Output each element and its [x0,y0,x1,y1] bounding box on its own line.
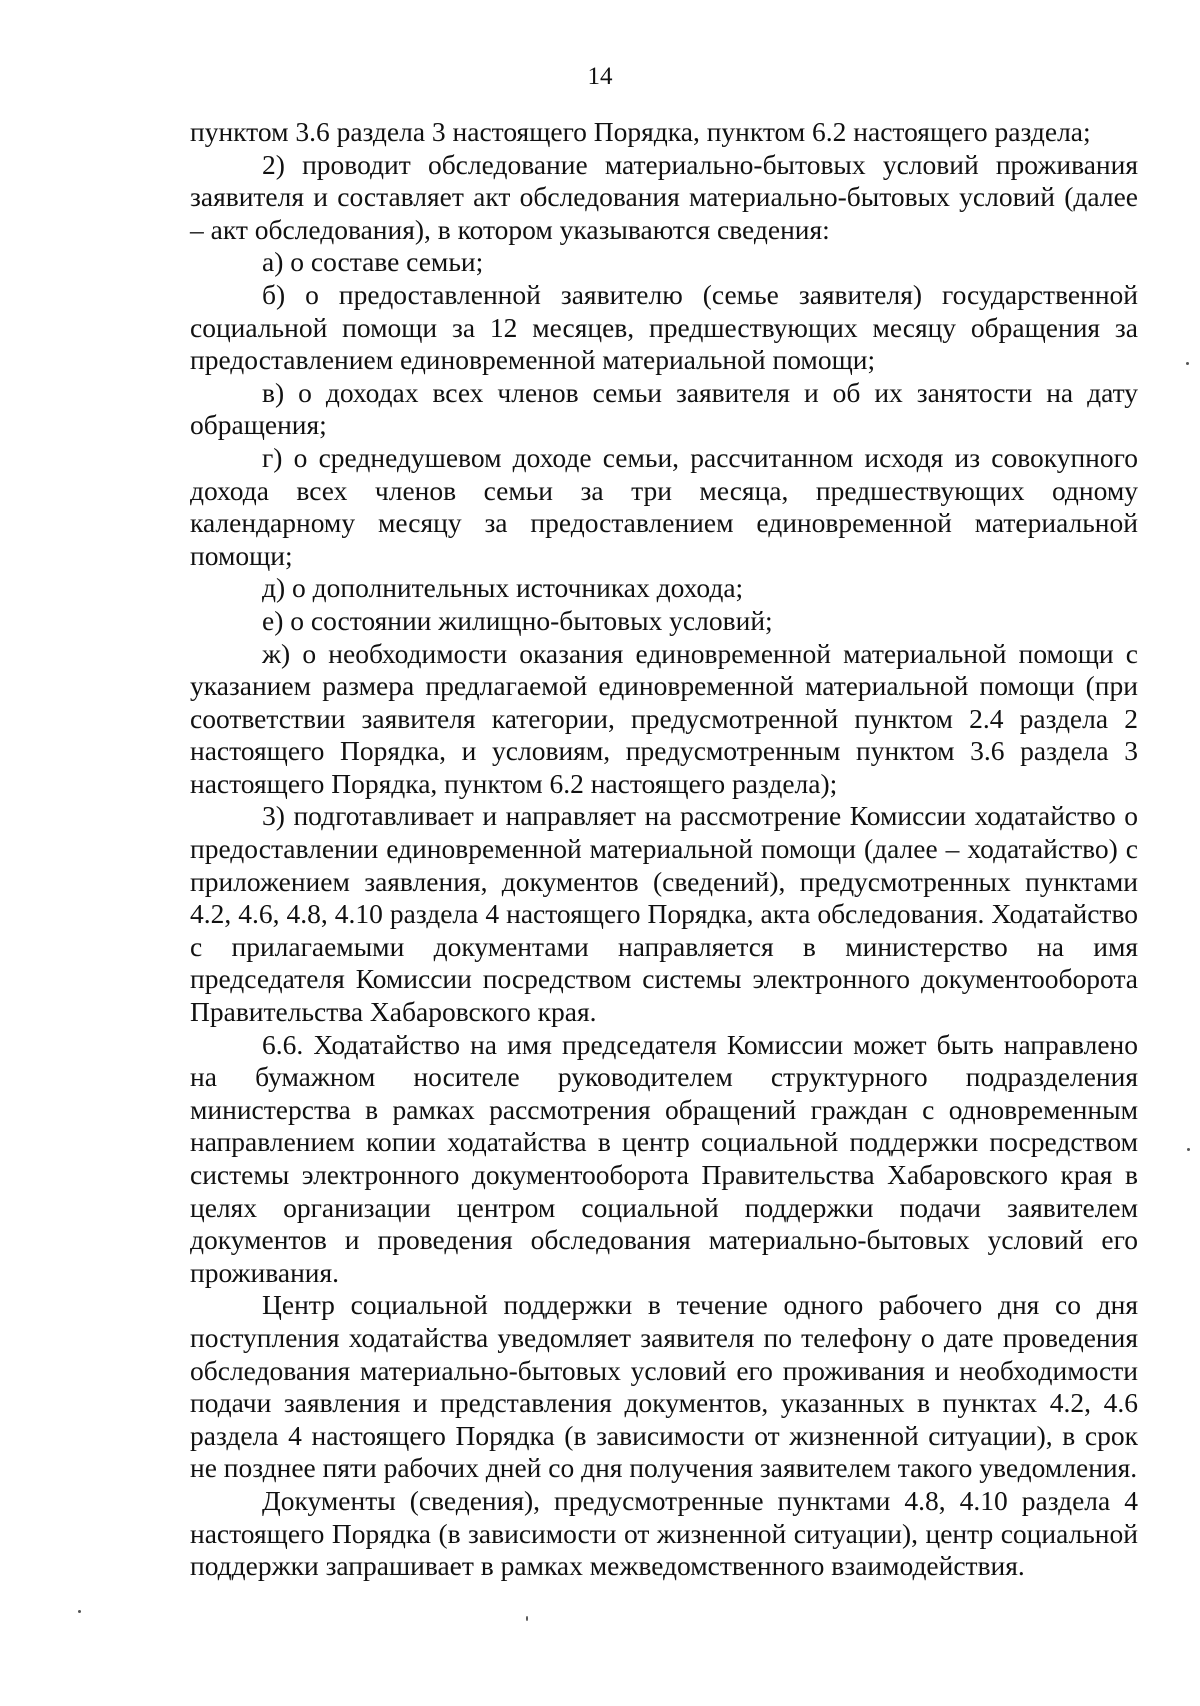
scan-speck [526,1616,528,1621]
paragraph-center-notification: Центр социальной поддержки в течение одного рабочего дня со дня поступления ходатайства уведомляет заявителя по телефону о дате проведения обследования материально-бытовых условий его проживания и необходимости подачи заявления и представления документов, указанных в пунктах 4.2, 4.6 раздела 4 настоящего Порядка (в зависимости от жизненной ситуации), в срок не позднее пяти рабочих дней со дня получения заявителем такого уведомления. [190,1289,1138,1484]
scan-speck [78,1610,81,1613]
paragraph-item-3: 3) подготавливает и направляет на рассмотрение Комиссии ходатайство о предоставлении единовременной материальной помощи (далее – ходатайство) с приложением заявления, документов (сведений), предусмотренных пунктами 4.2, 4.6, 4.8, 4.10 раздела 4 настоящего Порядка, акта обследования. Ходатайство с прилагаемыми документами направляется в министерство на имя председателя Комиссии посредством системы электронного документооборота Правительства Хабаровского края. [190,800,1138,1028]
paragraph-subitem-b: б) о предоставленной заявителю (семье заявителя) государственной социальной помощи за 12 месяцев, предшествующих месяцу обращения за предоставлением единовременной материальной помощи; [190,278,1138,376]
paragraph-subitem-zh: ж) о необходимости оказания единовременной материальной помощи с указанием размера предлагаемой единовременной материальной помощи (при соответствии заявителя категории, предусмотренной пунктом 2.4 раздела 2 настоящего Порядка, и условиям, предусмотренным пунктом 3.6 раздела 3 настоящего Порядка, пунктом 6.2 настоящего раздела); [190,637,1138,799]
page-number: 14 [587,63,613,90]
paragraph-subitem-d: д) о дополнительных источниках дохода; [262,572,744,604]
paragraph-subitem-a: а) о составе семьи; [262,246,484,278]
paragraph-subitem-g: г) о среднедушевом доходе семьи, рассчитанном исходя из совокупного дохода всех членов семьи за три месяца, предшествующих одному календарному месяцу за предоставлением единовременной материальной помощи; [190,441,1138,571]
paragraph-continuation: пунктом 3.6 раздела 3 настоящего Порядка, пунктом 6.2 настоящего раздела; [190,116,1091,147]
scan-speck [1186,362,1189,365]
paragraph-item-2: 2) проводит обследование материально-бытовых условий проживания заявителя и составляет акт обследования материально-бытовых условий (далее – акт обследования), в котором указываются сведения: [190,148,1138,245]
paragraph-subitem-e: е) о состоянии жилищно-бытовых условий; [262,604,773,636]
document-body [190,116,1138,1583]
scan-speck [1187,1148,1190,1151]
paragraph-documents-request: Документы (сведения), предусмотренные пунктами 4.8, 4.10 раздела 4 настоящего Порядка (в зависимости от жизненной ситуации), центр социальной поддержки запрашивает в рамках межведомственного взаимодействия. [190,1484,1138,1582]
paragraph-subitem-v: в) о доходах всех членов семьи заявителя и об их занятости на дату обращения; [190,376,1138,441]
paragraph-section-6-6: 6.6. Ходатайство на имя председателя Комиссии может быть направлено на бумажном носителе руководителем структурного подразделения министерства в рамках рассмотрения обращений граждан с одновременным направлением копии ходатайства в центр социальной поддержки посредством системы электронного документооборота Правительства Хабаровского края в целях организации центром социальной поддержки подачи заявителем документов и проведения обследования материально-бытовых условий его проживания. [190,1028,1138,1288]
